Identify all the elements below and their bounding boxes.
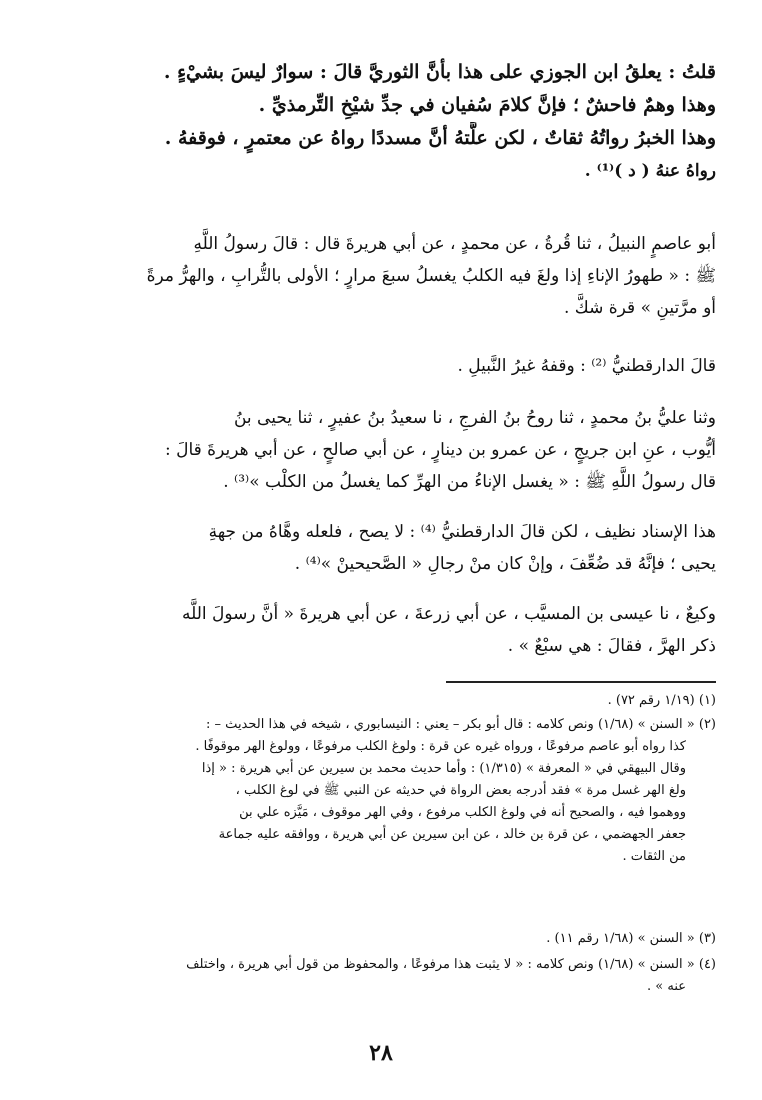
- footnote-1: [64, 690, 716, 712]
- text-line: يحيى ؛ فإنَّهُ قد ضُعِّفَ ، وإنْ كان منْ رجالِ « الصَّحيحينْ »⁽⁴⁾ .: [294, 554, 716, 574]
- paragraph-3: [64, 350, 716, 382]
- footnote-line: وقال البيهقي في « المعرفة » (١/٣١٥) : وأما حديث محمد بن سيرين عن أبي هريرة : « إذا: [201, 761, 686, 776]
- footnote-divider: [446, 681, 716, 683]
- footnote-line: جعفر الجهضمي ، عن قرة بن خالد ، عن ابن سيرين عن أبي هريرة ، ووافقه عليه جماعة: [218, 827, 686, 842]
- text-line: وثنا عليُّ بنُ محمدٍ ، ثنا روحُ بنُ الفرجِ ، نا سعيدُ بنُ عفيرٍ ، ثنا يحيى بنُ: [233, 408, 716, 428]
- footnote-3: [64, 928, 716, 950]
- footnote-2: [64, 714, 716, 868]
- footnote-line: ووهموا فيه ، والصحيح أنه في ولوغ الكلب مرفوع ، وفي الهر موقوف ، مَيَّزه علي بن: [239, 805, 686, 820]
- text-line: قالَ الدارقطنيُّ ⁽²⁾ : وقفهُ غيرُ النَّبيلِ .: [457, 356, 716, 376]
- footnote-line: (١) (١/١٩ رقم ٧٢) .: [607, 693, 716, 708]
- paragraph-2: [64, 228, 716, 324]
- text-line: أيُّوب ، عنِ ابن جريجٍ ، عن عمرو بن دينارٍ ، عن أبي صالحٍ ، عن أبي هريرةَ قالَ :: [164, 440, 716, 460]
- page-number: ٢٨: [369, 1040, 393, 1066]
- text-line: رواهُ عنهُ ( د )⁽¹⁾ .: [584, 161, 716, 181]
- text-line: ذكر الهرَّ ، فقالَ : هي سبْعٌ » .: [507, 636, 716, 656]
- text-line: وهذا الخبرُ رواتُهُ ثقاتٌ ، لكن علَّتهُ أنَّ مسددًا رواهُ عن معتمرٍ ، فوقفهُ .: [164, 127, 716, 149]
- text-line: أبو عاصمٍ النبيلُ ، ثنا قُرةُ ، عن محمدٍ ، عن أبي هريرةَ قال : قالَ رسولُ اللَّهِ: [193, 234, 716, 254]
- text-line: وكيعٌ ، نا عيسى بن المسيَّب ، عن أبي زرعةَ ، عن أبي هريرةَ « أنَّ رسولَ اللَّه: [181, 604, 716, 624]
- text-line: قال رسولُ اللَّهِ ﷺ : « يغسل الإناءُ من الهرِّ كما يغسلُ من الكلْب »⁽³⁾ .: [223, 472, 716, 492]
- paragraph-1: [64, 56, 716, 187]
- text-line: قلتُ : يعلقُ ابن الجوزي على هذا بأنَّ الثوريَّ قالَ : سوارٌ ليسَ بشيْءٍ .: [163, 61, 716, 83]
- paragraph-6: [64, 598, 716, 662]
- footnote-line: (٤) « السنن » (١/٦٨) ونص كلامه : « لا يثبت هذا مرفوعًا ، والمحفوظ من قول أبي هريرة ، واختلف: [186, 957, 716, 972]
- footnote-line: من الثقات .: [622, 849, 686, 864]
- footnote-line: (٣) « السنن » (١/٦٨ رقم ١١) .: [546, 931, 716, 946]
- text-line: وهذا وهمٌ فاحشٌ ؛ فإنَّ كلامَ سُفيان في جدِّ شيْخِ التِّرمذيِّ .: [258, 94, 716, 116]
- paragraph-4: [64, 402, 716, 498]
- text-line: هذا الإسناد نظيف ، لكن قالَ الدارقطنيُّ ⁽⁴⁾ : لا يصح ، فلعله وهَّاهُ من جهةِ: [208, 522, 716, 542]
- footnote-line: عنه » .: [647, 979, 686, 994]
- text-line: أو مرَّتينِ » قرة شكَّ .: [563, 298, 716, 318]
- paragraph-5: [64, 516, 716, 580]
- footnote-line: (٢) « السنن » (١/٦٨) ونص كلامه : قال أبو بكر – يعني : النيسابوري ، شيخه في هذا الحديث – :: [206, 717, 716, 732]
- text-line: ﷺ : « طهورُ الإناءِ إذا ولغَ فيه الكلبُ يغسلُ سبعَ مرارٍ ؛ الأولى بالتُّرابِ ، والهرُّ مرةً: [146, 266, 716, 286]
- footnote-4: [64, 954, 716, 998]
- footnote-line: ولغ الهر غسل مرة » فقد أدرجه بعض الرواة في حديثه عن النبي ﷺ في لوغ الكلب ،: [235, 783, 686, 798]
- footnote-line: كذا رواه أبو عاصم مرفوعًا ، ورواه غيره عن قرة : ولوغ الكلب مرفوعًا ، وولوغ الهر موقوفًا .: [195, 739, 686, 754]
